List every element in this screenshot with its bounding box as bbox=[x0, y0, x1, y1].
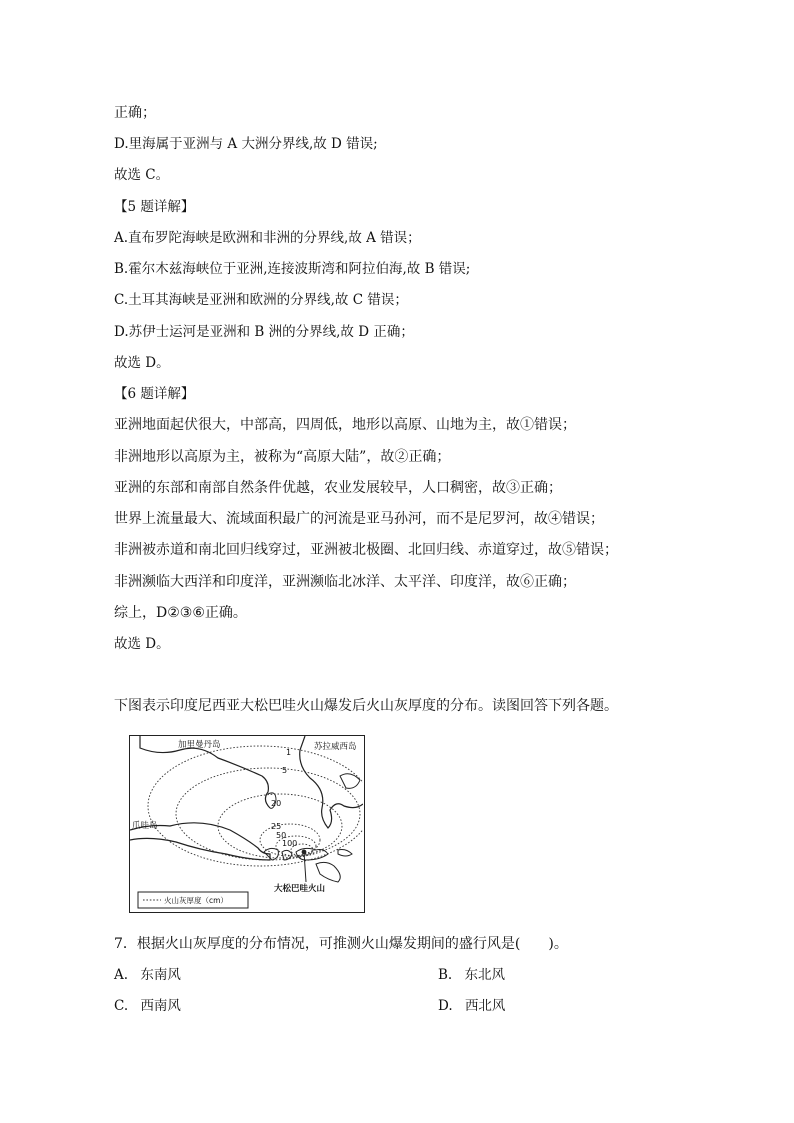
option-letter: C. bbox=[114, 998, 129, 1014]
option-letter: B. bbox=[438, 967, 453, 983]
volcano-marker bbox=[302, 850, 307, 855]
contour-label: 100 bbox=[282, 839, 298, 848]
contour-label: 20 bbox=[271, 799, 282, 808]
text-line: B.霍尔木兹海峡位于亚洲,连接波斯湾和阿拉伯海,故 B 错误; bbox=[114, 261, 471, 277]
legend-label: 火山灰厚度（cm） bbox=[164, 896, 228, 905]
option-text: 东南风 bbox=[140, 967, 181, 983]
text-line: 故选 C。 bbox=[114, 167, 170, 183]
label-sulawesi: 苏拉威西岛 bbox=[314, 742, 357, 752]
text-line: 正确； bbox=[114, 105, 156, 121]
contour-label: 50 bbox=[276, 831, 287, 840]
option-text: 西南风 bbox=[140, 998, 181, 1014]
section-heading: 【6 题详解】 bbox=[114, 386, 195, 402]
option-d[interactable] bbox=[438, 997, 505, 1015]
volcanic-ash-map bbox=[129, 735, 365, 913]
text-line: D.苏伊士运河是亚洲和 B 洲的分界线,故 D 正确； bbox=[114, 324, 414, 340]
question-stem: 7．根据火山灰厚度的分布情况，可推测火山爆发期间的盛行风是( )。 bbox=[114, 936, 568, 952]
text-line: 非洲濒临大西洋和印度洋，亚洲濒临北冰洋、太平洋、印度洋，故⑥正确； bbox=[114, 574, 576, 590]
section-heading: 【5 题详解】 bbox=[114, 199, 195, 215]
contour-5 bbox=[176, 768, 360, 860]
text-line: C.土耳其海峡是亚洲和欧洲的分界线,故 C 错误； bbox=[114, 292, 408, 308]
option-letter: A. bbox=[114, 967, 129, 983]
text-line: A.直布罗陀海峡是欧洲和非洲的分界线,故 A 错误； bbox=[114, 230, 421, 246]
text-line: 综上，D②③⑥正确。 bbox=[114, 605, 247, 621]
text-line: 非洲地形以高原为主，被称为“高原大陆”，故②正确； bbox=[114, 449, 451, 465]
option-b[interactable] bbox=[438, 966, 505, 984]
label-kalimantan: 加里曼丹岛 bbox=[178, 740, 221, 750]
contour-1 bbox=[148, 746, 363, 866]
text-line: 世界上流量最大、流域面积最广的河流是亚马孙河，而不是尼罗河，故④错误； bbox=[114, 511, 604, 527]
option-a[interactable] bbox=[114, 966, 181, 984]
option-text: 东北风 bbox=[464, 967, 506, 983]
contour-label: 1 bbox=[286, 748, 292, 757]
option-text: 西北风 bbox=[464, 998, 506, 1014]
text-line: D.里海属于亚洲与 A 大洲分界线,故 D 错误; bbox=[114, 136, 378, 152]
contour-label: 5 bbox=[282, 766, 288, 775]
text-line: 故选 D。 bbox=[114, 636, 170, 652]
label-volcano: 大松巴哇火山 bbox=[274, 884, 326, 894]
contour-label: 25 bbox=[271, 822, 282, 831]
label-java: 爪哇岛 bbox=[132, 821, 158, 831]
text-line: 非洲被赤道和南北回归线穿过，亚洲被北极圈、北回归线、赤道穿过，故⑤错误； bbox=[114, 542, 618, 558]
question-intro: 下图表示印度尼西亚大松巴哇火山爆发后火山灰厚度的分布。读图回答下列各题。 bbox=[114, 698, 618, 714]
text-line: 亚洲地面起伏很大，中部高，四周低，地形以高原、山地为主，故①错误； bbox=[114, 417, 576, 433]
option-c[interactable] bbox=[114, 997, 181, 1015]
option-letter: D. bbox=[438, 998, 453, 1014]
text-line: 亚洲的东部和南部自然条件优越，农业发展较早，人口稠密，故③正确； bbox=[114, 480, 562, 496]
text-line: 故选 D。 bbox=[114, 355, 170, 371]
